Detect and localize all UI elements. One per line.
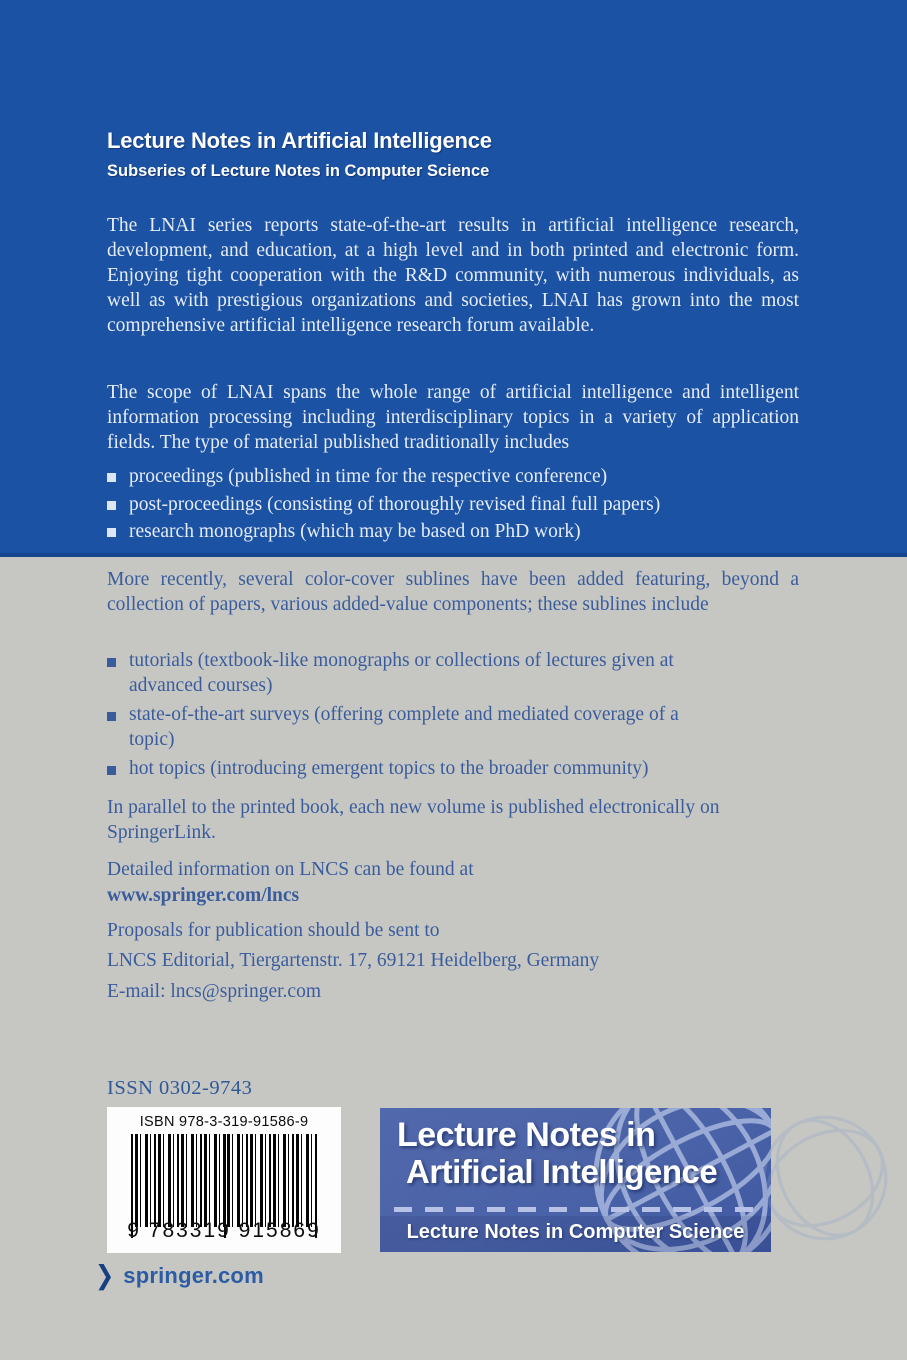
series-title: Lecture Notes in Artificial Intelligence [107, 128, 492, 153]
square-bullet-icon [107, 501, 116, 510]
detailed-info-line: Detailed information on LNCS can be found at [107, 859, 474, 880]
logo-title-line1: Lecture Notes in [397, 1116, 656, 1154]
chevron-icon: ❯ [95, 1261, 115, 1291]
traditional-material-list [107, 463, 660, 546]
logo-subseries-title: Lecture Notes in Computer Science [406, 1221, 745, 1243]
list-item-text: hot topics (introducing emergent topics to the broader community) [129, 758, 649, 779]
sublines-list [107, 649, 704, 787]
ean-digits: 9 783319 915869 [127, 1219, 321, 1242]
list-item-text: tutorials (textbook-like monographs or collections of lectures given at advanced courses) [129, 650, 674, 696]
logo-title-line2: Artificial Intelligence [406, 1153, 718, 1190]
blue-panel [0, 0, 907, 557]
series-description-paragraph: The LNAI series reports state-of-the-art results in artificial intelligence research, development, and education, at a high level and in both printed and electronic form. Enjoying tight cooperation with the R&D community, with numerous individuals, as well as with prestigious organizations and societies, LNAI has grown into the most comprehensive artificial intelligence research forum available. [107, 215, 799, 336]
list-item [107, 703, 704, 752]
contact-email: E-mail: lncs@springer.com [107, 981, 321, 1002]
list-item-text: proceedings (published in time for the respective conference) [129, 466, 608, 487]
square-bullet-icon [107, 473, 116, 482]
proposals-line: Proposals for publication should be sent to [107, 920, 440, 941]
barcode-bars [125, 1134, 323, 1227]
isbn-barcode-block [107, 1107, 341, 1253]
list-item-text: research monographs (which may be based on PhD work) [129, 521, 581, 542]
sublines-intro-paragraph: More recently, several color-cover sublines have been added featuring, beyond a collection of papers, various added-value components; these sublines include [107, 569, 799, 615]
list-item-text: state-of-the-art surveys (offering complete and mediated coverage of a topic) [129, 704, 679, 750]
globe-watermark [745, 1098, 905, 1258]
list-item-text: post-proceedings (consisting of thoroughly revised final full papers) [129, 493, 661, 515]
list-item [107, 463, 660, 491]
editorial-address: LNCS Editorial, Tiergartenstr. 17, 69121 Heidelberg, Germany [107, 950, 600, 971]
square-bullet-icon [107, 658, 116, 667]
square-bullet-icon [107, 528, 116, 537]
issn-number: ISSN 0302-9743 [107, 1077, 253, 1099]
list-item [107, 491, 660, 519]
isbn-label: ISBN 978-3-319-91586-9 [139, 1114, 309, 1130]
springer-site-label: springer.com [123, 1263, 264, 1288]
list-item [107, 649, 704, 698]
list-item [107, 518, 660, 546]
springer-lncs-url: www.springer.com/lncs [107, 885, 300, 906]
lnai-series-logo [380, 1108, 771, 1252]
electronic-publication-paragraph: In parallel to the printed book, each new volume is published electronically on SpringerLink. [107, 797, 720, 843]
series-subtitle: Subseries of Lecture Notes in Computer Science [107, 162, 490, 180]
list-item [107, 757, 704, 782]
square-bullet-icon [107, 712, 116, 721]
series-scope-paragraph: The scope of LNAI spans the whole range of artificial intelligence and intelligent information processing including interdisciplinary topics in a variety of application fields. The type of material published traditionally includes [107, 382, 799, 453]
square-bullet-icon [107, 766, 116, 775]
springer-footer [95, 1263, 264, 1289]
dashed-divider [394, 1207, 757, 1212]
